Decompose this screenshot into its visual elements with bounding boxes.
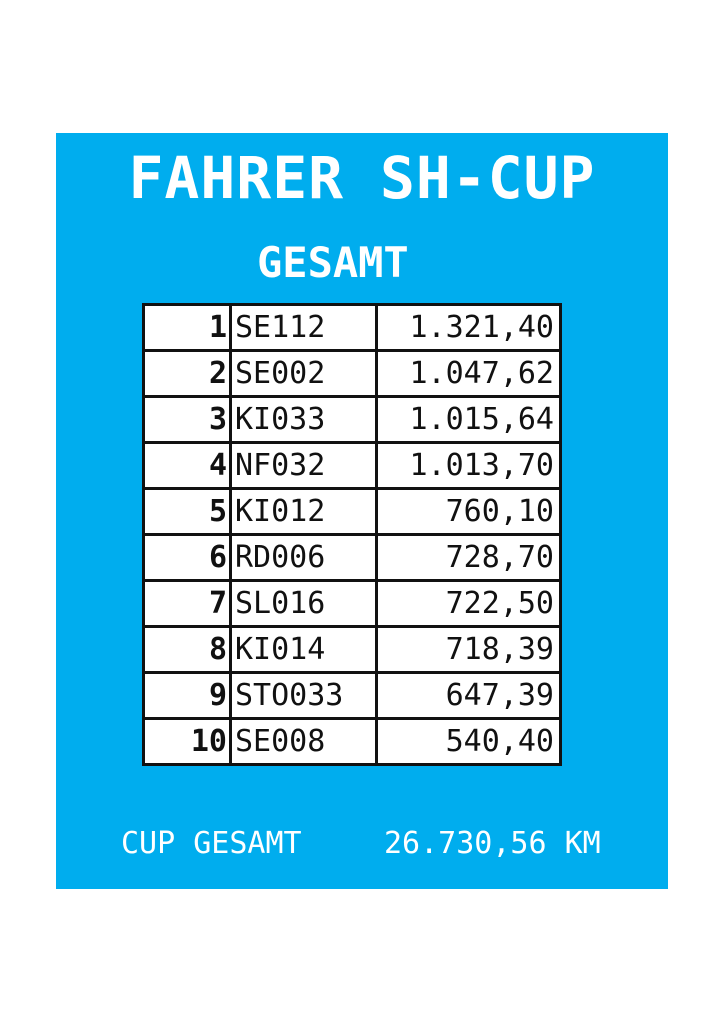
- ranking-table: [142, 303, 562, 766]
- distance-cell: 722,50: [377, 581, 561, 627]
- table-row: [144, 351, 561, 397]
- table-row: [144, 443, 561, 489]
- table-row: [144, 673, 561, 719]
- rank-cell: 9: [144, 673, 231, 719]
- rank-cell: 4: [144, 443, 231, 489]
- distance-cell: 540,40: [377, 719, 561, 765]
- rank-cell: 3: [144, 397, 231, 443]
- distance-cell: 728,70: [377, 535, 561, 581]
- cup-total-value: 26.730,56 KM: [384, 826, 601, 861]
- rank-cell: 5: [144, 489, 231, 535]
- rank-cell: 8: [144, 627, 231, 673]
- driver-code-cell: STO033: [231, 673, 377, 719]
- cup-total-label: CUP GESAMT: [121, 826, 302, 861]
- table-row: [144, 581, 561, 627]
- table-row: [144, 397, 561, 443]
- driver-code-cell: KI014: [231, 627, 377, 673]
- distance-cell: 647,39: [377, 673, 561, 719]
- distance-cell: 1.321,40: [377, 305, 561, 351]
- table-row: [144, 489, 561, 535]
- page-title: FAHRER SH-CUP: [128, 144, 596, 212]
- table-row: [144, 535, 561, 581]
- page-subtitle: GESAMT: [257, 238, 409, 287]
- distance-cell: 760,10: [377, 489, 561, 535]
- distance-cell: 1.047,62: [377, 351, 561, 397]
- table-row: [144, 305, 561, 351]
- driver-code-cell: SL016: [231, 581, 377, 627]
- driver-code-cell: KI033: [231, 397, 377, 443]
- table-row: [144, 627, 561, 673]
- rank-cell: 7: [144, 581, 231, 627]
- distance-cell: 1.015,64: [377, 397, 561, 443]
- driver-code-cell: RD006: [231, 535, 377, 581]
- rank-cell: 2: [144, 351, 231, 397]
- driver-code-cell: KI012: [231, 489, 377, 535]
- driver-code-cell: SE002: [231, 351, 377, 397]
- rank-cell: 10: [144, 719, 231, 765]
- rank-cell: 1: [144, 305, 231, 351]
- driver-code-cell: SE008: [231, 719, 377, 765]
- distance-cell: 718,39: [377, 627, 561, 673]
- rank-cell: 6: [144, 535, 231, 581]
- distance-cell: 1.013,70: [377, 443, 561, 489]
- driver-code-cell: SE112: [231, 305, 377, 351]
- table-row: [144, 719, 561, 765]
- driver-code-cell: NF032: [231, 443, 377, 489]
